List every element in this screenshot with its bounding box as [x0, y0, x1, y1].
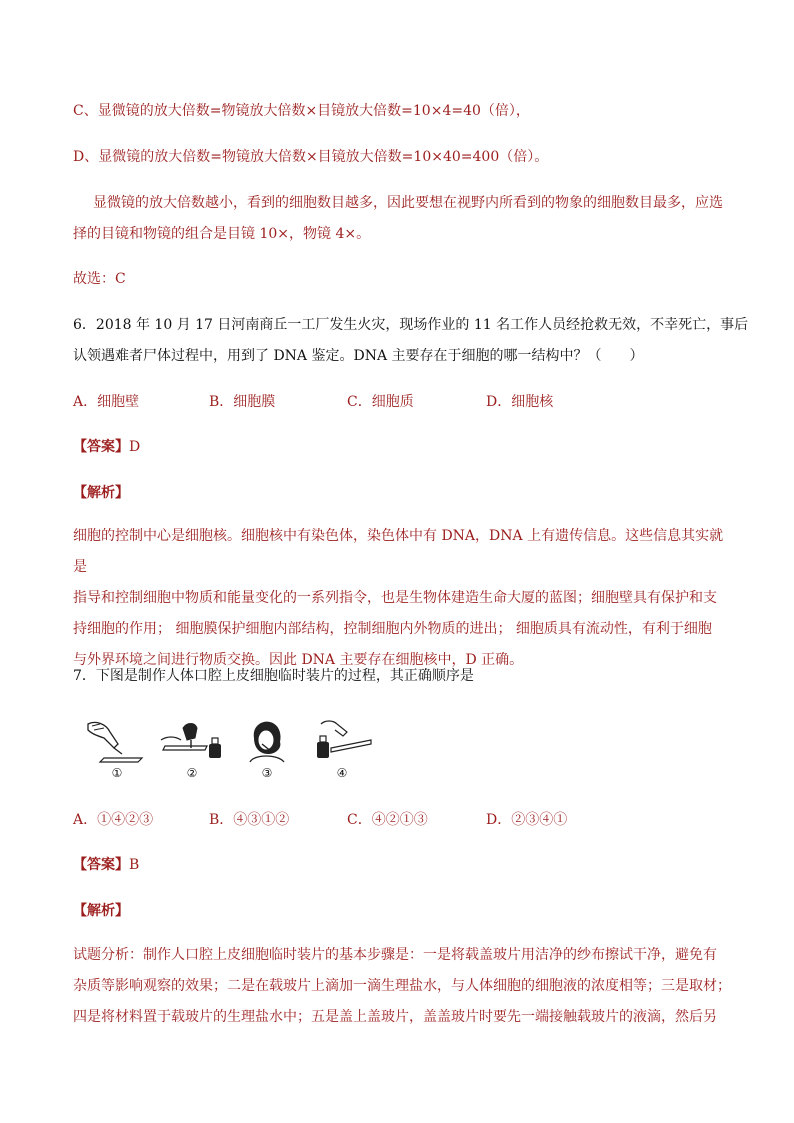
slide-preparation-figure [82, 718, 372, 780]
figure-step-3 [232, 718, 302, 780]
question-6-analysis [73, 521, 733, 676]
answer-value: B [129, 857, 140, 873]
question-7-analysis-label: 【解析】 [73, 903, 129, 919]
figure-label-1: ① [111, 766, 123, 780]
solution-explanation-line-2: 择的目镜和物镜的组合是目镜 10×，物镜 4×。 [73, 226, 371, 242]
question-6-answer [73, 437, 140, 457]
figure-label-3: ③ [261, 766, 273, 780]
answer-label: 【答案】 [73, 439, 129, 455]
question-7-option-d: D．②③④① [486, 812, 568, 828]
figure-step-4 [307, 718, 377, 780]
solution-option-d: D、显微镜的放大倍数=物镜放大倍数×目镜放大倍数=10×40=400（倍）。 [73, 149, 549, 165]
question-6-option-a: A．细胞壁 [73, 394, 140, 410]
figure-label-4: ④ [336, 766, 348, 780]
analysis-line: 试题分析：制作人口腔上皮细胞临时装片的基本步骤是：一是将载盖玻片用洁净的纱布擦试干净，避免有 [73, 947, 717, 963]
figure-label-2: ② [186, 766, 198, 780]
analysis-line: 杂质等影响观察的效果；二是在载玻片上滴加一滴生理盐水，与人体细胞的细胞液的浓度相等；三是取材； [73, 978, 731, 994]
analysis-line: 与外界环境之间进行物质交换。因此 DNA 主要存在细胞核中，D 正确。 [73, 652, 524, 668]
analysis-line: 持细胞的作用； 细胞膜保护细胞内部结构，控制细胞内外物质的进出； 细胞质具有流动性，有利于细胞 [73, 621, 712, 637]
solution-option-c: C、显微镜的放大倍数=物镜放大倍数×目镜放大倍数=10×4=40（倍）， [73, 103, 530, 119]
answer-value: D [129, 439, 141, 455]
person-scraping-cheek-icon [232, 718, 302, 764]
question-7-option-b: B．④③①② [209, 812, 290, 828]
question-7-answer [73, 855, 139, 875]
question-6-option-b: B．细胞膜 [209, 394, 276, 410]
analysis-line: 细胞的控制中心是细胞核。细胞核中有染色体，染色体中有 DNA，DNA 上有遗传信息。这些信息其实就是 [73, 528, 724, 575]
hand-cover-slip-icon [82, 718, 152, 764]
analysis-line: 四是将材料置于载玻片的生理盐水中；五是盖上盖玻片，盖盖玻片时要先一端接触载玻片的液滴，然后另 [73, 1009, 717, 1025]
question-6-stem-line-1: 6．2018 年 10 月 17 日河南商丘一工厂发生火灾，现场作业的 11 名工作人员经抢救无效，不幸死亡，事后 [73, 317, 749, 333]
analysis-line: 指导和控制细胞中物质和能量变化的一系列指令，也是生物体建造生命大厦的蓝图；细胞壁具有保护和支 [73, 590, 717, 606]
question-6-option-c: C．细胞质 [347, 394, 414, 410]
figure-step-1 [82, 718, 152, 780]
figure-step-2 [157, 718, 227, 780]
solution-choice: 故选：C [73, 271, 126, 287]
question-6-analysis-label: 【解析】 [73, 485, 129, 501]
answer-label: 【答案】 [73, 857, 129, 873]
bottle-slide-icon [307, 718, 377, 764]
question-7-option-a: A．①④②③ [73, 812, 154, 828]
question-7-stem: 7．下图是制作人体口腔上皮细胞临时装片的过程，其正确顺序是 [73, 668, 474, 684]
question-7-analysis [73, 940, 733, 1033]
solution-explanation-line-1: 显微镜的放大倍数越小，看到的细胞数目越多，因此要想在视野内所看到的物象的细胞数目最多，应选 [93, 195, 723, 211]
question-7-option-c: C．④②①③ [347, 812, 428, 828]
dropper-bottle-icon [157, 718, 227, 764]
question-6-option-d: D．细胞核 [486, 394, 554, 410]
question-6-stem-line-2: 认领遇难者尸体过程中，用到了 DNA 鉴定。DNA 主要存在于细胞的哪一结构中？（ ） [73, 348, 644, 364]
